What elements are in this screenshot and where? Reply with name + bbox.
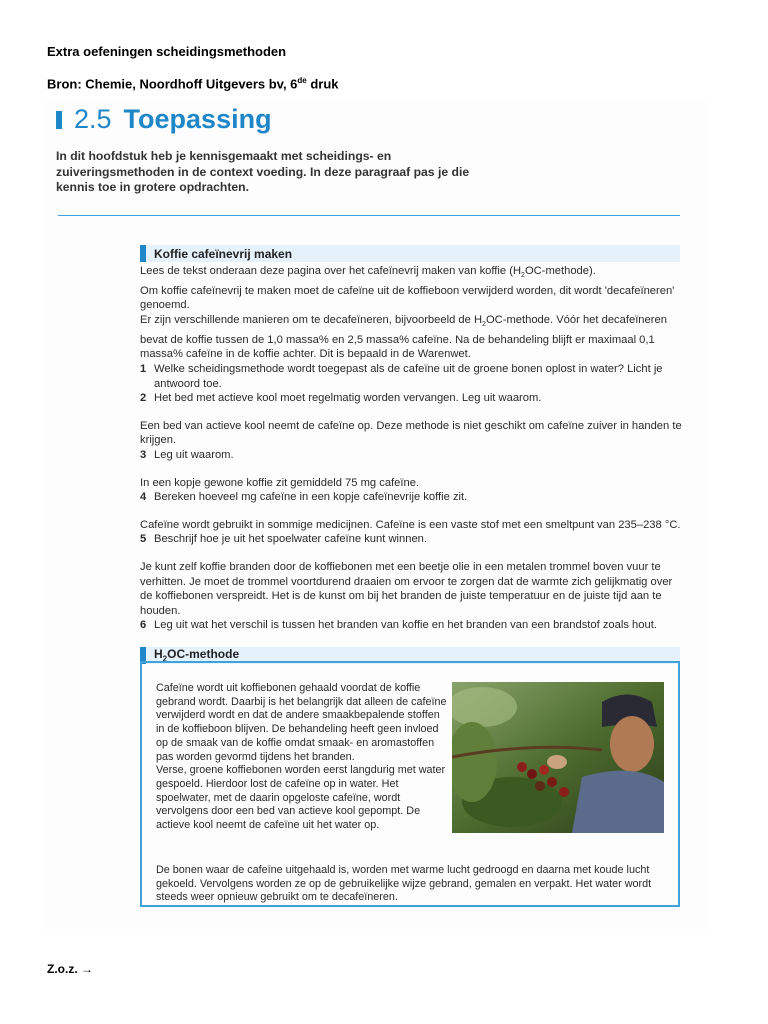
section-intro: In dit hoofdstuk heb je kennisgemaakt met scheidings- en zuiveringsmethoden in de context voeding. In deze paragraaf pas je die kennis toe in grotere opdrachten. — [56, 149, 470, 194]
h2oc-text — [156, 682, 448, 833]
paragraph: Verse, groene koffiebonen worden eerst langdurig met water gespoeld. Hierdoor lost de cafeïne op in water. Het spoelwater, met de daarin opgeloste cafeïne, wordt vervolgens door een bed van actieve kool gepompt. De actieve kool neemt de cafeïne uit het water op. — [156, 764, 446, 832]
edition-superscript: de — [297, 76, 307, 85]
text-run: OC-methode). — [524, 265, 596, 277]
koffie-heading-text: Koffie cafeïnevrij maken — [154, 246, 293, 261]
text-run: Lees de tekst onderaan deze pagina over het cafeïnevrij maken van koffie (H — [140, 265, 522, 277]
source-suffix: druk — [306, 76, 339, 92]
question-text: Leg uit wat het verschil is tussen het branden van koffie en het branden van een brandstof zoals hout. — [154, 619, 657, 632]
heading-marker-icon — [140, 245, 146, 262]
spacer — [140, 463, 685, 476]
question-text: Welke scheidingsmethode wordt toegepast als de cafeïne uit de groene bonen oplost in water? Licht je antwoord toe. — [154, 363, 663, 390]
text-run: OC-methode — [167, 647, 240, 662]
subscript: 2 — [162, 654, 168, 664]
paragraph: Om koffie cafeïnevrij te maken moet de cafeïne uit de koffieboon verwijderd worden, dit wordt 'decafeïneren' genoemd. — [140, 284, 675, 312]
h2oc-text-bottom — [156, 853, 666, 916]
paragraph: In een kopje gewone koffie zit gemiddeld 75 mg cafeïne. — [140, 476, 420, 489]
question-4 — [140, 490, 685, 505]
paragraph: Cafeïne wordt uit koffiebonen gehaald voordat de koffie gebrand wordt. Daarbij is het belangrijk dat alleen de cafeïne verwijderd wordt en dat de andere smaakbepalende stoffen in de koffieboon blijven. De behandeling heeft geen invloed op de smaak van de koffie omdat smaak- en aromastoffen pas worden gevormd tijdens het branden. — [156, 682, 447, 763]
paragraph — [140, 264, 685, 284]
spacer — [140, 547, 685, 560]
paragraph: Een bed van actieve kool neemt de cafeïne op. Deze methode is niet geschikt om cafeïne zuiver in handen te krijgen. — [140, 419, 682, 447]
question-text: Beschrijf hoe je uit het spoelwater cafeïne kunt winnen. — [154, 533, 428, 546]
question-1 — [140, 362, 685, 391]
section-number: 2.5 — [74, 104, 112, 134]
question-number: 6 — [140, 619, 147, 632]
paragraph — [140, 313, 685, 362]
question-6 — [140, 618, 685, 633]
question-number: 1 — [140, 363, 147, 376]
paragraph: De bonen waar de cafeïne uitgehaald is, worden met warme lucht gedroogd en daarna met koude lucht gekoeld. Vervolgens worden ze op de gebruikelijke wijze gebrand, gemalen en verpakt. Het water wordt steeds weer opnieuw gebruikt om te decafeïneren. — [156, 863, 652, 904]
spacer — [140, 406, 685, 419]
document-title: Extra oefeningen scheidingsmethoden — [47, 44, 287, 59]
paragraph: Cafeïne wordt gebruikt in sommige medicijnen. Cafeïne is een vaste stof met een smeltpunt van 235–238 °C. — [140, 518, 681, 531]
question-number: 5 — [140, 533, 147, 546]
koffie-heading — [140, 245, 680, 262]
spacer — [140, 505, 685, 518]
question-text: Leg uit waarom. — [154, 449, 234, 461]
section-title — [56, 104, 272, 135]
question-3 — [140, 448, 685, 463]
text-run: OC-methode. Vóór het decafeïneren bevat de koffie tussen de 1,0 massa% en 2,5 massa% cafeïne. Na de behandeling blijft er maximaal 0,1 massa% cafeïne in de koffie achter. Dit is bepaald in de Warenwet. — [140, 314, 667, 361]
section-name: Toepassing — [123, 104, 272, 134]
page-footer: Z.o.z. → — [47, 962, 93, 976]
question-2 — [140, 391, 685, 406]
source-text: Bron: Chemie, Noordhoff Uitgevers bv, 6 — [47, 76, 298, 92]
coffee-picker-photo — [452, 682, 664, 833]
question-5 — [140, 532, 685, 547]
question-text: Bereken hoeveel mg cafeïne in een kopje cafeïnevrije koffie zit. — [154, 491, 468, 504]
subscript: 2 — [482, 321, 486, 329]
question-text: Het bed met actieve kool moet regelmatig worden vervangen. Leg uit waarom. — [154, 392, 542, 405]
source-line — [47, 76, 339, 91]
text-run: H — [154, 647, 163, 662]
question-number: 4 — [140, 491, 147, 504]
question-number: 2 — [140, 392, 147, 405]
koffie-body — [140, 264, 685, 633]
paragraph: Je kunt zelf koffie branden door de koffiebonen met een beetje olie in een metalen trommel boven vuur te verhitten. Je moet de trommel voortdurend draaien om ervoor te zorgen dat de warmte zich gelijkmatig over de koffiebonen verspreidt. Het is de kunst om bij het branden de juiste temperatuur en de juiste tijd aan te houden. — [140, 560, 673, 617]
subscript: 2 — [521, 272, 525, 280]
question-number: 3 — [140, 449, 147, 461]
text-run: Er zijn verschillende manieren om te decafeïneren, bijvoorbeeld de H — [140, 314, 483, 327]
section-marker-icon — [56, 111, 62, 129]
divider-rule — [58, 215, 680, 216]
